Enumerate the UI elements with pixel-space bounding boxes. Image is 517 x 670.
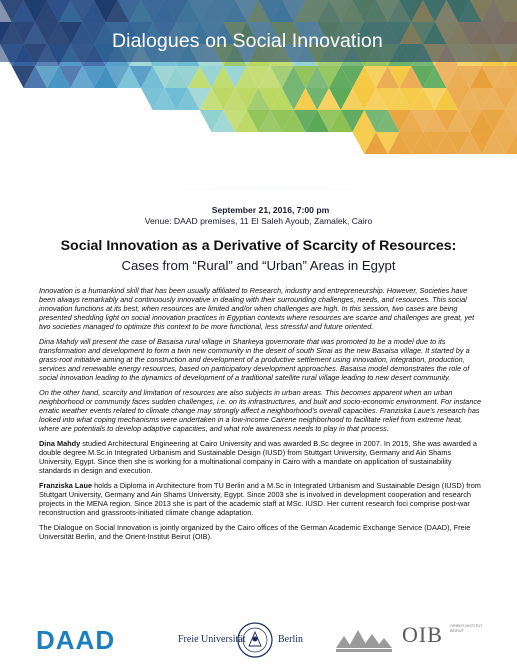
speaker-bio: studied Architectural Engineering at Cairo University and was awarded B.Sc degree in 2007. In 2015, She was awarded a double degree M.Sc.in Integrated Urbanism and Sustainable Design (IUSD) from Stuttgart University, Germany and Ain Shams University, Egypt. Since then she is working for a multinational company in Cairo with a mandate on application of sustainability standards in design and execution.	[39, 438, 478, 476]
series-title: Dialogues on Social Innovation	[112, 30, 383, 52]
fu-seal-icon	[236, 620, 274, 660]
logo-footer	[0, 610, 517, 670]
speaker-name: Dina Mahdy	[39, 438, 81, 448]
urban-case-paragraph: On the other hand, scarcity and limitation of resources are also subjects in urban areas. This becomes apparent when an urban neighborhood or community faces sudden challenges, i.e. on its infrastructures, and built and socio-economic environment. For instance erratic weather events related to climate change may strongly affect a neighborhood’s overall capacities. Franziska Laue’s research has looked into what coping mechanisms were undertaken in a low-income Cairene neighborhood to facilitate relief from extreme heat, where are potentials to develop adaptive capacities, and what role awareness needs to play in that process.	[39, 387, 482, 434]
fu-logo-text-left: Freie Universität	[178, 634, 246, 645]
freie-universitaet-logo	[178, 620, 318, 660]
oib-subtitle: ORIENT-INSTITUT BEIRUT	[450, 624, 483, 633]
oib-logo	[332, 616, 492, 664]
header-banner	[0, 0, 517, 190]
event-venue: Venue: DAAD premises, 11 El Saleh Ayoub, Zamalek, Cairo	[144, 216, 373, 226]
bio-dina-mahdy	[39, 439, 483, 475]
body-text	[39, 286, 483, 546]
bio-franziska-laue	[39, 481, 483, 517]
daad-logo: DAAD	[36, 625, 116, 655]
rural-case-paragraph: Dina Mahdy will present the case of Basaisa rural village in Sharkeya governorate that was promoted to be a model due to its transformation and development to form a twin new community in the desert of south Sinai as the new Basaisa village. It started by a grass-root initiative aiming at the construction and development of a productive settlement using innovation, integration, production, services and renewable energy resources, based on participatory development approaches. Basaisa model demonstrates the role of social innovation leading to the dynamics of development of a traditional satellite rural village leading to new desert community.	[39, 336, 470, 383]
speaker-name: Franziska Laue	[39, 480, 93, 490]
fu-logo-text-right: Berlin	[278, 634, 303, 645]
speaker-bio: holds a Diploma in Architecture from TU Berlin and a M.Sc in Integrated Urbanism and Sustainable Design (IUSD) from Stuttgart University, Germany and Ain Shams University, Egypt. Since 2003 she is involved in development cooperation and research projects in the MENA region. Since 2013 she is part of the academic staff at MSc. IUSD. Her current research foci comprise post-war reconstruction and grassroots-initiated climate change adaptation.	[39, 480, 481, 518]
intro-paragraph: Innovation is a humankind skill that has been usually affiliated to Research, industry and entrepreneurship. However, Societies have been always remarkably and continuously innovative in dealing with their surrounding challenges, needs, and resources. This social innovation functions at its best, when resources are limited and/or when challenges are high. In this session, two cases are being presented shedding light on social innovation practices in Egyptian contexts where resources are scarce and challenges are great, yet two societies managed to optimize this context to be more functional, less stressful and future oriented.	[39, 286, 475, 332]
lecture-subtitle: Cases from “Rural” and “Urban” Areas in Egypt	[121, 258, 396, 273]
event-date: September 21, 2016, 7:00 pm	[211, 205, 330, 215]
lecture-title: Social Innovation as a Derivative of Scarcity of Resources:	[60, 238, 457, 254]
oib-emblem-icon	[332, 618, 396, 662]
organizers-paragraph: The Dialogue on Social Innovation is jointly organized by the Cairo offices of the German Academic Exchange Service (DAAD), Freie Universität Berlin, and the Orient-Institut Beirut (OIB).	[39, 522, 471, 541]
oib-wordmark: OIB	[402, 622, 443, 647]
